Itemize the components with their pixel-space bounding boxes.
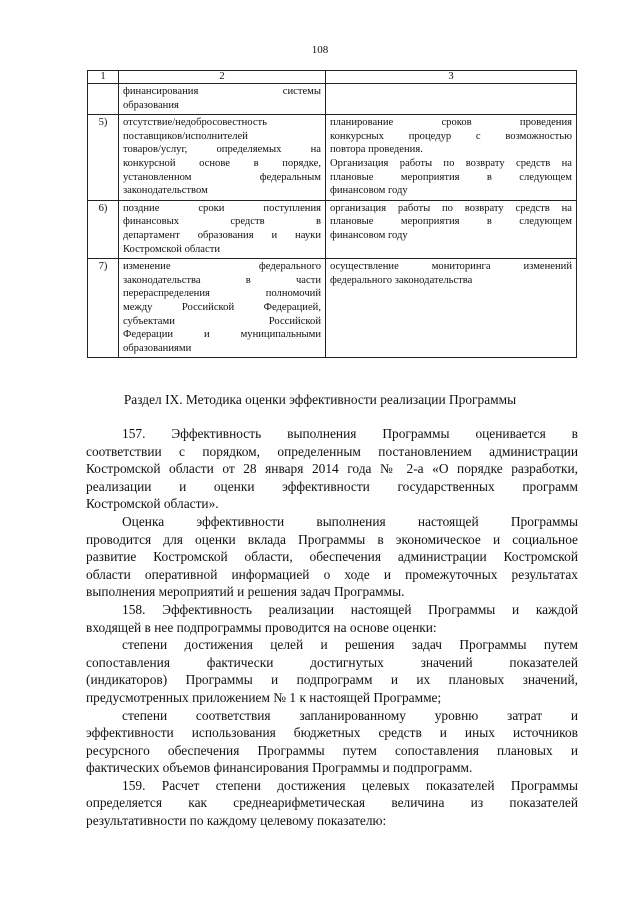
table-header-cell: 1 bbox=[88, 71, 119, 84]
risk-table bbox=[87, 70, 577, 358]
cell-text-line: финансовом году bbox=[330, 185, 408, 197]
row-number bbox=[88, 84, 119, 115]
cell-text-line: финансовых средств в bbox=[123, 216, 321, 228]
cell-text-line: плановые мероприятия в следующем bbox=[330, 171, 572, 183]
cell-text-line: плановые мероприятия в следующем bbox=[330, 216, 572, 228]
paragraph-line: 158. Эффективность реализации настоящей Программы и каждой bbox=[122, 601, 578, 617]
table-row bbox=[88, 200, 577, 258]
cell-text-line: между Российской Федерацией, bbox=[123, 301, 321, 313]
cell-text-line: повтора проведения. bbox=[330, 144, 423, 156]
cell-text-line: отсутствие/недобросовестность bbox=[123, 117, 267, 129]
table-row bbox=[88, 84, 577, 115]
cell-text-line: субъектами Российской bbox=[123, 315, 321, 327]
cell-text-line: установленном федеральным bbox=[123, 171, 321, 183]
paragraph-line: сопоставления фактически достигнутых значений показателей bbox=[86, 654, 578, 670]
risk-cell bbox=[119, 259, 326, 358]
measures-cell bbox=[326, 84, 577, 115]
paragraph-line: определяется как среднеарифметическая величина из показателей bbox=[86, 795, 578, 811]
cell-text-line: изменение федерального bbox=[123, 261, 321, 273]
paragraph-line: фактических объемов финансирования Программы и подпрограмм. bbox=[86, 760, 473, 776]
measures-cell bbox=[326, 200, 577, 258]
cell-text-line: Организация работы по возврату средств на bbox=[330, 157, 572, 169]
paragraph-line: Костромской области». bbox=[86, 496, 219, 512]
cell-text-line: поставщиков/исполнителей bbox=[123, 130, 248, 142]
paragraph-line: (индикаторов) Программы и подпрограмм и их плановых значений, bbox=[86, 672, 578, 688]
table-row bbox=[88, 259, 577, 358]
paragraph-line: области оперативной информацией о ходе и промежуточных результатах bbox=[86, 566, 578, 582]
cell-text-line: планирование сроков проведения bbox=[330, 117, 572, 129]
paragraph-line: выполнения мероприятий и решения задач Программы. bbox=[86, 584, 405, 600]
cell-text-line: товаров/услуг, определяемых на bbox=[123, 144, 321, 156]
table-header-cell: 3 bbox=[326, 71, 577, 84]
cell-text-line: финансовом году bbox=[330, 229, 408, 241]
paragraph-line: проводится для оценки вклада Программы в экономическое и социальное bbox=[86, 531, 578, 547]
table-header-row bbox=[88, 71, 577, 84]
section-title: Раздел IX. Методика оценки эффективности реализации Программы bbox=[123, 392, 517, 407]
paragraph-line: степени достижения целей и решения задач Программы путем bbox=[122, 637, 578, 653]
row-number: 7) bbox=[88, 259, 119, 358]
paragraph-line: реализации и оценки эффективности государственных программ bbox=[86, 478, 578, 494]
cell-text-line: Федерации и муниципальными bbox=[123, 329, 321, 341]
cell-text-line: департамент образования и науки bbox=[123, 229, 321, 241]
risk-cell bbox=[119, 115, 326, 201]
table-row bbox=[88, 115, 577, 201]
cell-text-line: образования bbox=[123, 99, 179, 111]
risk-cell bbox=[119, 200, 326, 258]
cell-text-line: законодательством bbox=[123, 185, 208, 197]
cell-text-line: конкурсной основе в порядке, bbox=[123, 157, 321, 169]
row-number: 6) bbox=[88, 200, 119, 258]
paragraph-line: Костромской области от 28 января 2014 года № 2-а «О порядке разработки, bbox=[86, 461, 578, 477]
cell-text-line: образованиями bbox=[123, 342, 192, 354]
measures-cell bbox=[326, 115, 577, 201]
paragraph-line: предусмотренных приложением № 1 к настоящей Программе; bbox=[86, 689, 442, 705]
cell-text-line: конкурсных процедур с возможностью bbox=[330, 130, 572, 142]
cell-text-line: Костромской области bbox=[123, 243, 220, 255]
cell-text-line: поздние сроки поступления bbox=[123, 202, 321, 214]
paragraph-line: соответствии с порядком, определенным постановлением администрации bbox=[86, 443, 578, 459]
page-number: 108 bbox=[311, 44, 329, 56]
measures-cell bbox=[326, 259, 577, 358]
table-header-cell: 2 bbox=[119, 71, 326, 84]
risk-cell bbox=[119, 84, 326, 115]
cell-text-line: организация работы по возврату средств на bbox=[330, 202, 572, 214]
cell-text-line: осуществление мониторинга изменений bbox=[330, 261, 572, 273]
paragraph-line: ресурсного обеспечения Программы путем сопоставления плановых и bbox=[86, 742, 578, 758]
cell-text-line: федерального законодательства bbox=[330, 274, 473, 286]
paragraph-line: 159. Расчет степени достижения целевых показателей Программы bbox=[122, 777, 578, 793]
row-number: 5) bbox=[88, 115, 119, 201]
paragraph-line: 157. Эффективность выполнения Программы оценивается в bbox=[122, 426, 578, 441]
cell-text-line: законодательства в части bbox=[123, 274, 321, 286]
paragraph-line: степени соответствия запланированному уровню затрат и bbox=[122, 707, 578, 723]
paragraph-line: развитие Костромской области, обеспечения администрации Костромской bbox=[86, 549, 578, 565]
body-text bbox=[86, 425, 578, 830]
paragraph-line: эффективности использования бюджетных средств и иных источников bbox=[86, 725, 578, 741]
paragraph-line: результативности по каждому целевому показателю: bbox=[86, 813, 387, 829]
cell-text-line: финансирования системы bbox=[123, 86, 321, 97]
paragraph-line: Оценка эффективности выполнения настоящей Программы bbox=[122, 513, 578, 529]
cell-text-line: перераспределения полномочий bbox=[123, 288, 321, 300]
paragraph-line: входящей в нее подпрограммы проводится на основе оценки: bbox=[86, 619, 437, 635]
